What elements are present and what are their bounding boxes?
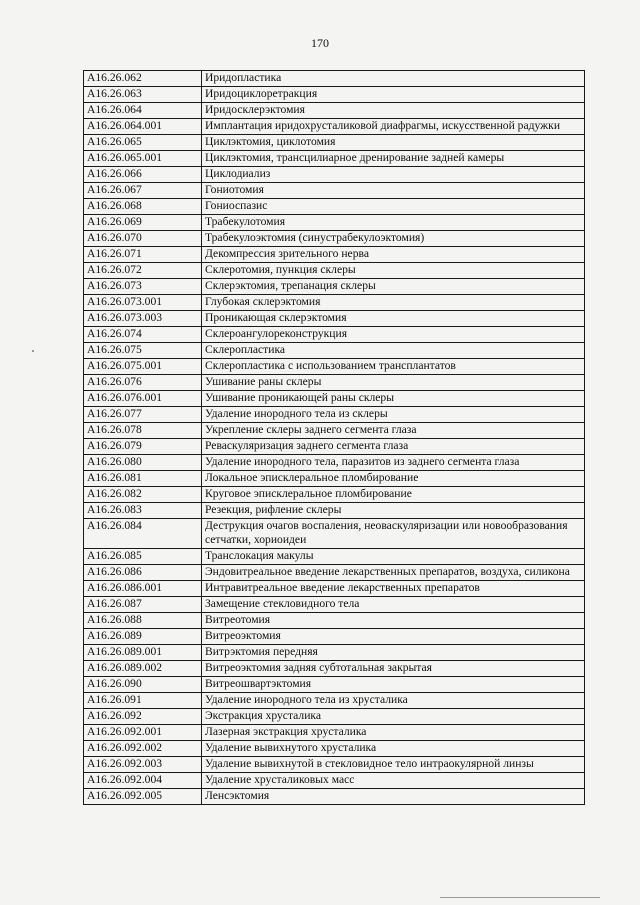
procedure-name: Витреоэктомия: [202, 629, 585, 645]
procedure-code: A16.26.065.001: [84, 151, 202, 167]
procedure-name: Транслокация макулы: [202, 549, 585, 565]
procedure-name: Круговое эписклеральное пломбирование: [202, 487, 585, 503]
procedure-code: A16.26.076: [84, 375, 202, 391]
procedure-name: Склеропластика: [202, 343, 585, 359]
procedure-code: A16.26.075.001: [84, 359, 202, 375]
procedure-code: A16.26.081: [84, 471, 202, 487]
procedure-name: Склерэктомия, трепанация склеры: [202, 279, 585, 295]
procedure-name: Гониотомия: [202, 183, 585, 199]
procedure-code: A16.26.062: [84, 71, 202, 87]
table-row: [84, 677, 585, 693]
procedure-code: A16.26.092.005: [84, 789, 202, 805]
table-row: [84, 231, 585, 247]
table-row: [84, 135, 585, 151]
procedure-name: Трабекулотомия: [202, 215, 585, 231]
procedure-name: Циклодиализ: [202, 167, 585, 183]
procedure-code: A16.26.071: [84, 247, 202, 263]
procedure-code: A16.26.084: [84, 519, 202, 549]
procedure-name: Глубокая склерэктомия: [202, 295, 585, 311]
procedure-code: A16.26.078: [84, 423, 202, 439]
table-row: [84, 407, 585, 423]
procedure-code: A16.26.090: [84, 677, 202, 693]
table-row: [84, 661, 585, 677]
procedure-code: A16.26.066: [84, 167, 202, 183]
procedure-name: Иридосклерэктомия: [202, 103, 585, 119]
procedure-name: Имплантация иридохрусталиковой диафрагмы, искусственной радужки: [202, 119, 585, 135]
procedure-name: Витреоэктомия задняя субтотальная закрытая: [202, 661, 585, 677]
procedure-code: A16.26.064.001: [84, 119, 202, 135]
table-row: [84, 693, 585, 709]
procedure-name: Витреошвартэктомия: [202, 677, 585, 693]
procedure-name: Экстракция хрусталика: [202, 709, 585, 725]
procedure-code: A16.26.080: [84, 455, 202, 471]
procedure-code: A16.26.068: [84, 199, 202, 215]
procedure-name: Интравитреальное введение лекарственных препаратов: [202, 581, 585, 597]
procedure-code: A16.26.064: [84, 103, 202, 119]
procedure-code: A16.26.091: [84, 693, 202, 709]
procedure-code: A16.26.076.001: [84, 391, 202, 407]
table-row: [84, 103, 585, 119]
procedure-name: Локальное эписклеральное пломбирование: [202, 471, 585, 487]
table-row: [84, 757, 585, 773]
procedure-name: Ушивание проникающей раны склеры: [202, 391, 585, 407]
procedure-name: Иридоциклоретракция: [202, 87, 585, 103]
procedure-name: Гониоспазис: [202, 199, 585, 215]
procedure-name: Удаление вывихнутой в стекловидное тело интраокулярной линзы: [202, 757, 585, 773]
procedure-code-table: [83, 70, 585, 805]
procedure-name: Трабекулоэктомия (синустрабекулоэктомия): [202, 231, 585, 247]
table-row: [84, 359, 585, 375]
procedure-code: A16.26.077: [84, 407, 202, 423]
procedure-code: A16.26.082: [84, 487, 202, 503]
table-row: [84, 519, 585, 549]
procedure-code: A16.26.092: [84, 709, 202, 725]
table-row: [84, 613, 585, 629]
table-row: [84, 119, 585, 135]
procedure-name: Резекция, рифление склеры: [202, 503, 585, 519]
procedure-code: A16.26.089.001: [84, 645, 202, 661]
table-body: [84, 71, 585, 805]
procedure-name: Эндовитреальное введение лекарственных препаратов, воздуха, силикона: [202, 565, 585, 581]
procedure-name: Лазерная экстракция хрусталика: [202, 725, 585, 741]
procedure-code: A16.26.073.001: [84, 295, 202, 311]
table-row: [84, 629, 585, 645]
table-row: [84, 773, 585, 789]
procedure-name: Витрэктомия передняя: [202, 645, 585, 661]
page-number: 170: [311, 36, 329, 50]
procedure-name: Склеротомия, пункция склеры: [202, 263, 585, 279]
table-row: [84, 263, 585, 279]
table-row: [84, 487, 585, 503]
procedure-name: Склероангулореконструкция: [202, 327, 585, 343]
procedure-code: A16.26.079: [84, 439, 202, 455]
procedure-name: Иридопластика: [202, 71, 585, 87]
procedure-code: A16.26.087: [84, 597, 202, 613]
table-row: [84, 215, 585, 231]
table-row: [84, 343, 585, 359]
procedure-code: A16.26.083: [84, 503, 202, 519]
scan-edge-line: [440, 897, 600, 898]
table-row: [84, 471, 585, 487]
procedure-code: A16.26.086: [84, 565, 202, 581]
procedure-code: A16.26.073: [84, 279, 202, 295]
procedure-code: A16.26.092.003: [84, 757, 202, 773]
table-row: [84, 247, 585, 263]
table-row: [84, 279, 585, 295]
table-row: [84, 199, 585, 215]
procedure-code: A16.26.085: [84, 549, 202, 565]
scan-speck: [32, 350, 34, 352]
procedure-name: Склеропластика с использованием трансплантатов: [202, 359, 585, 375]
table-row: [84, 709, 585, 725]
procedure-code: A16.26.074: [84, 327, 202, 343]
table-row: [84, 295, 585, 311]
procedure-code: A16.26.089: [84, 629, 202, 645]
table-row: [84, 423, 585, 439]
procedure-name: Деструкция очагов воспаления, неоваскуляризации или новообразования сетчатки, хориоидеи: [202, 519, 585, 549]
procedure-code: A16.26.092.001: [84, 725, 202, 741]
procedure-name: Замещение стекловидного тела: [202, 597, 585, 613]
table-row: [84, 565, 585, 581]
table-row: [84, 391, 585, 407]
procedure-name: Укрепление склеры заднего сегмента глаза: [202, 423, 585, 439]
table-row: [84, 375, 585, 391]
procedure-code: A16.26.092.004: [84, 773, 202, 789]
procedure-name: Проникающая склерэктомия: [202, 311, 585, 327]
table-row: [84, 645, 585, 661]
procedure-name: Ленсэктомия: [202, 789, 585, 805]
procedure-name: Удаление хрусталиковых масс: [202, 773, 585, 789]
procedure-code: A16.26.089.002: [84, 661, 202, 677]
table-row: [84, 151, 585, 167]
procedure-code: A16.26.073.003: [84, 311, 202, 327]
procedure-name: Удаление вывихнутого хрусталика: [202, 741, 585, 757]
table-row: [84, 597, 585, 613]
procedure-code: A16.26.063: [84, 87, 202, 103]
table-row: [84, 439, 585, 455]
table-row: [84, 741, 585, 757]
table-row: [84, 327, 585, 343]
table-row: [84, 549, 585, 565]
table-row: [84, 87, 585, 103]
procedure-code: A16.26.069: [84, 215, 202, 231]
table-row: [84, 167, 585, 183]
procedure-name: Циклэктомия, циклотомия: [202, 135, 585, 151]
procedure-name: Реваскуляризация заднего сегмента глаза: [202, 439, 585, 455]
table-row: [84, 789, 585, 805]
procedure-code: A16.26.075: [84, 343, 202, 359]
procedure-code: A16.26.065: [84, 135, 202, 151]
table-row: [84, 311, 585, 327]
procedure-name: Удаление инородного тела из склеры: [202, 407, 585, 423]
procedure-name: Декомпрессия зрительного нерва: [202, 247, 585, 263]
table-row: [84, 455, 585, 471]
procedure-name: Циклэктомия, трансцилиарное дренирование задней камеры: [202, 151, 585, 167]
procedure-name: Удаление инородного тела из хрусталика: [202, 693, 585, 709]
procedure-name: Ушивание раны склеры: [202, 375, 585, 391]
procedure-code: A16.26.070: [84, 231, 202, 247]
procedure-code: A16.26.088: [84, 613, 202, 629]
procedure-code: A16.26.092.002: [84, 741, 202, 757]
procedure-name: Витреотомия: [202, 613, 585, 629]
procedure-code: A16.26.072: [84, 263, 202, 279]
procedure-name: Удаление инородного тела, паразитов из заднего сегмента глаза: [202, 455, 585, 471]
table-row: [84, 581, 585, 597]
table-row: [84, 503, 585, 519]
table-row: [84, 183, 585, 199]
table-row: [84, 725, 585, 741]
procedure-code: A16.26.086.001: [84, 581, 202, 597]
procedure-code: A16.26.067: [84, 183, 202, 199]
table-row: [84, 71, 585, 87]
